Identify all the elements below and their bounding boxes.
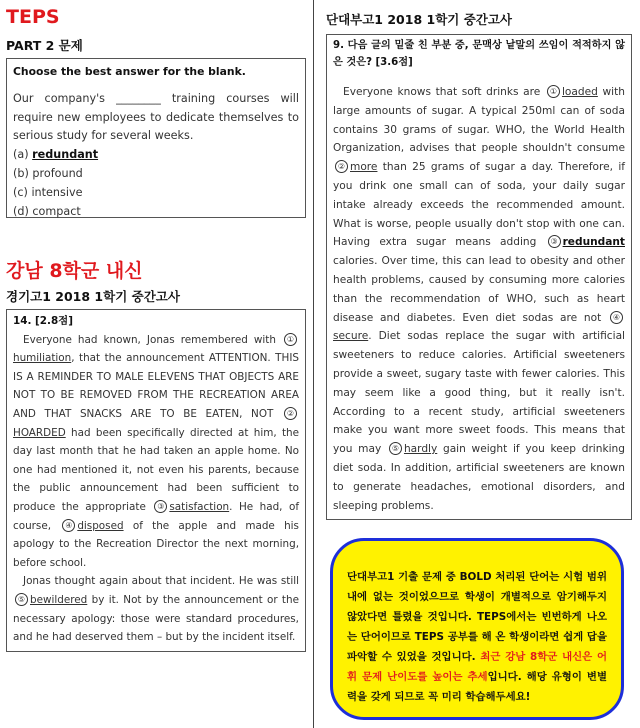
column-divider bbox=[313, 0, 314, 728]
question-9-box bbox=[326, 34, 632, 520]
highlight-note bbox=[330, 538, 624, 720]
option-label: (c) bbox=[13, 185, 28, 199]
circled-number: ④ bbox=[62, 519, 75, 532]
circled-number: ④ bbox=[610, 311, 623, 324]
text: Everyone had known, Jonas remembered with bbox=[23, 333, 276, 346]
underlined-word: more bbox=[350, 161, 378, 174]
sentence-before: Our company's bbox=[13, 91, 106, 105]
teps-instruction: Choose the best answer for the blank. bbox=[13, 65, 246, 78]
right-exam-title: 단대부고1 2018 1학기 중간고사 bbox=[326, 12, 512, 27]
underlined-bold-word: redundant bbox=[562, 236, 625, 249]
text: gain weight if you keep drinking diet soda. In addition, artificial sweeteners are known to generate headaches, emotional disorders, and sleeping problems. bbox=[333, 443, 625, 512]
circled-number: ① bbox=[284, 333, 297, 346]
option-a bbox=[13, 146, 299, 165]
circled-number: ⑤ bbox=[15, 593, 28, 606]
q14-paragraph-1 bbox=[13, 331, 299, 573]
option-d bbox=[13, 203, 299, 222]
underlined-word: HOARDED bbox=[13, 426, 66, 439]
text: with large amounts of sugar. A typical 250ml can of soda contains 30 grams of sugar. WHO, the World Health Organization, advises that people shouldn't consume bbox=[333, 86, 625, 155]
circled-number: ⑤ bbox=[389, 442, 402, 455]
gangnam-title: 강남 8학군 내신 bbox=[6, 260, 143, 282]
circled-number: ③ bbox=[154, 500, 167, 513]
option-text: compact bbox=[32, 204, 81, 218]
underlined-word: loaded bbox=[561, 86, 598, 98]
option-text: redundant bbox=[32, 148, 99, 162]
text: had been specifically directed at him, the day last month that he had taken an apple home. No one had mentioned it, not even his parents, because the public announcement had been sufficient to produce the appropriate bbox=[13, 426, 299, 513]
option-b bbox=[13, 165, 299, 184]
teps-question-box bbox=[6, 58, 306, 218]
circled-number: ② bbox=[284, 407, 297, 420]
q14-paragraph-2 bbox=[13, 572, 299, 646]
note-text: 단대부고1 기출 문제 중 BOLD 처리된 단어는 시험 범위 내에 없는 것이었으므로 학생이 개별적으로 암기해두지 않았다면 틀렸을 것입니다. TEPS에서는 빈번하게 나오는 단어이므로 TEPS 공부를 해 온 학생이라면 쉽게 답을 파악할 수 있었을 것입니다. bbox=[347, 571, 607, 663]
teps-title: TEPS bbox=[6, 6, 60, 28]
left-column bbox=[6, 4, 306, 652]
question-14-header: 14. [2.8점] bbox=[13, 315, 73, 327]
text: Jonas thought again about that incident. He was still bbox=[23, 575, 299, 588]
question-9-header: 9. 다음 글의 밑줄 친 부분 중, 문맥상 낱말의 쓰임이 적적하지 않은 것은? [3.6점] bbox=[333, 40, 625, 68]
option-text: profound bbox=[32, 166, 83, 180]
school-exam-title: 경기고1 2018 1학기 중간고사 bbox=[6, 289, 180, 304]
right-column bbox=[326, 4, 632, 520]
option-label: (b) bbox=[13, 166, 29, 180]
teps-sentence bbox=[13, 90, 299, 146]
underlined-word: hardly bbox=[403, 443, 438, 456]
underlined-word: humiliation bbox=[13, 352, 72, 365]
text: . Diet sodas replace the sugar with artificial sweeteners to reduce calories. Artificial sweeteners provide a sweet, sugary taste with fewer calories. This may seem like a good thing, but it really isn't. According to a recent study, artificial sweeteners make you want more sweet foods. This means that you may bbox=[333, 330, 625, 456]
text: Everyone knows that soft drinks are bbox=[343, 86, 541, 98]
sentence-after: training courses will require new employees to dedicate themselves to serious study for several weeks. bbox=[13, 91, 299, 143]
q9-paragraph bbox=[333, 83, 625, 515]
text: , that the announcement ATTENTION. THIS IS A REMINDER TO MALE ELEVENS THAT OBJECTS ARE NOT TO BE REMOVED FROM THE RECREATION AREA AND THAT SNACKS ARE TO BE EATEN, NOT bbox=[13, 352, 299, 420]
circled-number: ① bbox=[547, 85, 560, 98]
text: calories. Over time, this can lead to obesity and other health problems, caused by consuming more calories than the recommendation of WHO, such as heart disease and diabetes. Even diet sodas are not bbox=[333, 255, 625, 324]
note-text: 입니다. 해당 유형이 변별력을 갖게 되므로 꼭 미리 학습해두세요! bbox=[347, 671, 607, 703]
text: than 25 grams of sugar a day. Therefore, if you drink one small can of soda, your daily sugar intake already exceeds the recommended amount. What is worse, people usually don't stop with one can. Having extra sugar means adding bbox=[333, 161, 625, 249]
underlined-word: secure bbox=[333, 330, 369, 343]
question-14-box bbox=[6, 309, 306, 652]
option-label: (a) bbox=[13, 148, 29, 162]
text: of the apple and made his apology to the Recreation Director the next morning, before school. bbox=[13, 519, 299, 569]
text: by it. Not by the announcement or the necessary apology: those were standard procedures, and he had deserved them – but by the incident itself. bbox=[13, 593, 299, 644]
underlined-word: satisfaction bbox=[169, 500, 230, 513]
option-label: (d) bbox=[13, 204, 29, 218]
underlined-word: bewildered bbox=[30, 593, 88, 606]
option-text: intensive bbox=[31, 185, 83, 199]
answer-blank: ________ bbox=[116, 91, 161, 105]
circled-number: ③ bbox=[548, 235, 561, 248]
text: . He had, of course, bbox=[13, 500, 299, 532]
part-label: PART 2 문제 bbox=[6, 38, 83, 53]
note-emphasis: 최근 강남 8학군 내신은 어휘 문제 난이도를 높이는 추세 bbox=[347, 651, 608, 683]
underlined-word: disposed bbox=[77, 519, 124, 532]
option-c bbox=[13, 184, 299, 203]
circled-number: ② bbox=[335, 160, 348, 173]
